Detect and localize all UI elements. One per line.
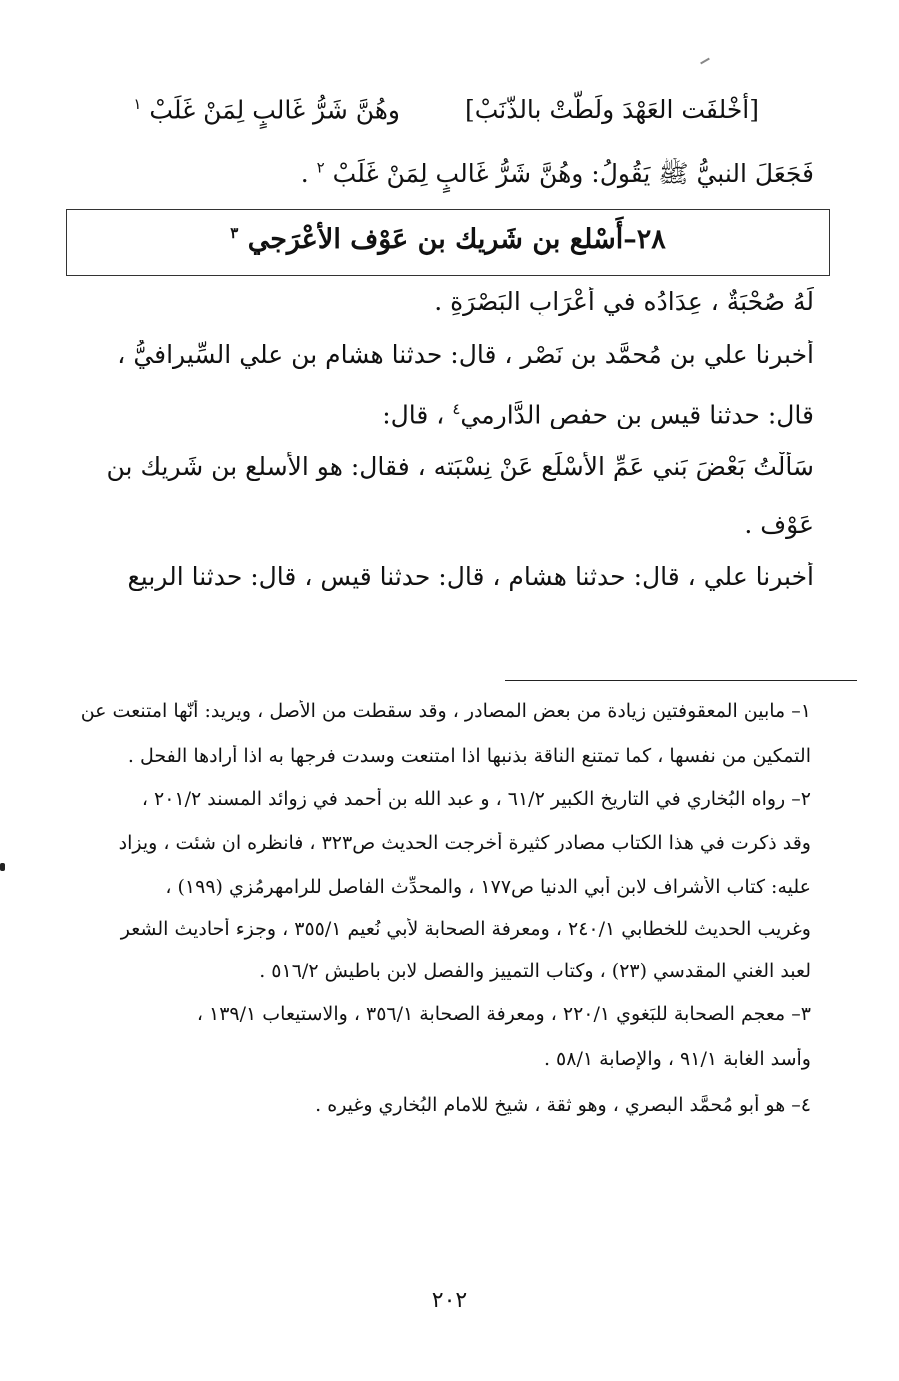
entry-title <box>67 224 829 255</box>
body-line-6: أخبرنا علي ، قال: حدثنا هشام ، قال: حدثنا قيس ، قال: حدثنا الربيع <box>127 562 814 591</box>
body-line-4: سَأَلْتُ بَعْضَ بَني عَمِّ الأَسْلَعِ عَنْ نِسْبَته ، فقال: هو الأسلع بن شَرِيك بن <box>106 452 814 481</box>
narration-line <box>70 158 814 195</box>
footnote-ref-2: ٢ <box>316 158 325 177</box>
narration-end: . <box>300 159 309 188</box>
footnote-ref-1: ١ <box>133 95 142 113</box>
poem-hemistich-left <box>133 95 400 125</box>
footnote-line-9: وأُسد الغابة ٩١/١ ، والإصابة ٥٨/١ . <box>543 1048 811 1070</box>
footnote-line-10: ٤– هو أبو مُحمَّد البصري ، وهو ثقة ، شيخ للامام البُخاري وغيره . <box>315 1094 811 1116</box>
body-line-5: عَوْف . <box>744 510 814 539</box>
footnote-line-1: ١– مابين المعقوفتين زيادة من بعض المصادر ، وقد سقطت من الأصل ، ويريد: أنّها امتنعت عن <box>80 700 811 722</box>
body-line-3-after: ، قال: <box>382 400 445 430</box>
entry-title-box <box>66 209 830 276</box>
entry-title-text: ٢٨–أَسْلع بن شَريك بن عَوْف الأعْرَجي <box>247 224 666 255</box>
margin-dot <box>0 863 5 871</box>
body-line-1: لَهُ صُحْبَةٌ ، عِدَادُه في أعْرَابِ البَصْرَةِ . <box>434 287 814 316</box>
footnote-line-8: ٣– معجم الصحابة للبَغوي ٢٢٠/١ ، ومعرفة الصحابة ٣٥٦/١ ، والاستيعاب ١٣٩/١ ، <box>196 1003 811 1025</box>
body-line-2: أخبرنا علي بن مُحمَّد بن نَصْر ، قال: حدثنا هشام بن علي السِّيرافيُّ ، <box>117 340 814 369</box>
scan-mark <box>700 58 710 65</box>
poem-hemistich-right: [أخْلفَت العَهْدَ ولَطّتْ بالذّنَبْ] <box>464 95 759 124</box>
footnote-line-5: عليه: كتاب الأشراف لابن أبي الدنيا ص١٧٧ ، والمحدِّث الفاصل للرامهرمُزي (١٩٩) ، <box>165 876 811 898</box>
body-line-3 <box>70 400 814 429</box>
body-line-3-before: قال: حدثنا قيس بن حفص الدَّارمي <box>460 400 814 430</box>
footnote-ref-4: ٤ <box>452 400 461 418</box>
footnote-separator <box>505 680 857 681</box>
footnote-ref-3: ٣ <box>230 224 239 242</box>
page-number: ٢٠٢ <box>431 1288 468 1313</box>
footnote-line-3: ٢– رواه البُخاري في التاريخ الكبير ٦١/٢ ، و عبد الله بن أحمد في زوائد المسند ٢٠١/٢ ، <box>141 788 811 810</box>
narration-text: فَجَعَلَ النبيُّ ﷺ يَقُولُ: وهُنَّ شَرُّ غَالبٍ لِمَنْ غَلَبْ <box>332 159 814 188</box>
hemistich-left-text: وهُنَّ شَرُّ غَالبٍ لِمَنْ غَلَبْ <box>149 95 400 125</box>
footnote-line-7: لعبد الغني المقدسي (٢٣) ، وكتاب التمييز والفصل لابن باطيش ٥١٦/٢ . <box>259 960 811 982</box>
footnote-line-6: وغريب الحديث للخطابي ٢٤٠/١ ، ومعرفة الصحابة لأبي نُعيم ٣٥٥/١ ، وجزء أحاديث الشعر <box>120 918 811 940</box>
footnote-line-4: وقد ذكرت في هذا الكتاب مصادر كثيرة أخرجت الحديث ص٣٢٣ ، فانظره ان شئت ، ويزاد <box>118 832 811 854</box>
footnote-line-2: التمكين من نفسها ، كما تمتنع الناقة بذنبها اذا امتنعت وسدت فرجها به اذا أرادها الفحل . <box>127 745 811 767</box>
